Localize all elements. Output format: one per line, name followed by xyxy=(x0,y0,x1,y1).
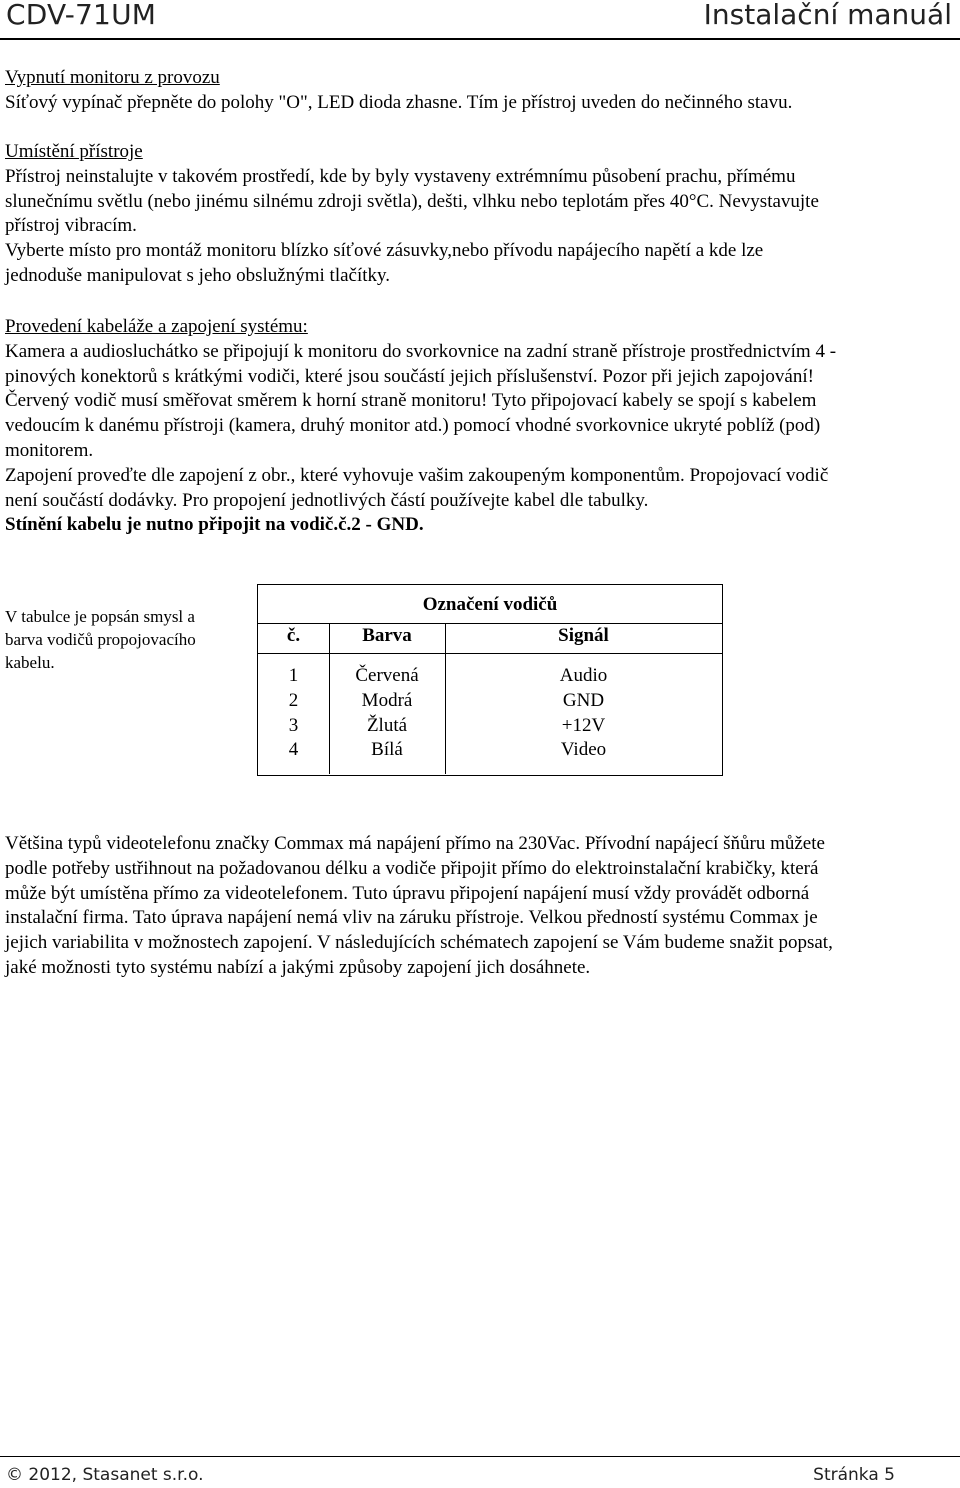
paragraph: Síťový vypínač přepněte do polohy "O", LED dioda zhasne. Tím je přístroj uveden do nečinného stavu. xyxy=(5,91,793,113)
page-header xyxy=(0,0,960,44)
table-cell: GND xyxy=(562,689,605,711)
section-monitor-off xyxy=(5,66,953,116)
paragraph-line: podle potřeby ustřihnout na požadovanou délku a vodiče připojit přímo do elektroinstalační krabičky, která xyxy=(5,857,819,879)
section-heading: Vypnutí monitoru z provozu xyxy=(5,67,220,88)
paragraph-line: jejich variabilita v možnostech zapojení. V následujících schématech zapojení se Vám budeme snažit popsat, xyxy=(5,932,833,954)
paragraph-line: Přístroj neinstalujte v takovém prostředí, kde by byly vystaveny extrémnímu působení prachu, přímému xyxy=(5,165,796,187)
footer-copyright: © 2012, Stasanet s.r.o. xyxy=(6,1465,204,1485)
table-cell: 2 xyxy=(288,689,299,711)
header-divider xyxy=(0,38,960,40)
paragraph-line: může být umístěna přímo za videotelefonem. Tuto úpravu připojení napájení musí vždy provádět odborná xyxy=(5,882,810,904)
paragraph-line: Vyberte místo pro montáž monitoru blízko síťové zásuvky,nebo přívodu napájecího napětí a kde lze xyxy=(5,240,764,262)
paragraph-line: slunečnímu světlu (nebo jinému silnému zdroji světla), dešti, vlhku nebo teplotám přes 40°C. Nevystavujte xyxy=(5,190,819,212)
section-cabling xyxy=(5,315,953,538)
table-cell: Video xyxy=(560,739,607,761)
section-power-info xyxy=(5,832,953,981)
wire-signal-column xyxy=(445,664,722,763)
header-model: CDV-71UM xyxy=(6,0,157,31)
paragraph-line: Většina typů videotelefonu značky Commax má napájení přímo na 230Vac. Přívodní napájecí šňůru můžete xyxy=(5,833,825,854)
paragraph-line: jaké možnosti tyto systému nabízí a jakými způsoby zapojení jich dosáhnete. xyxy=(5,956,591,978)
paragraph-line: jednoduše manipulovat s jeho obslužnými tlačítky. xyxy=(5,264,391,286)
column-header-color: Barva xyxy=(362,625,412,646)
shielding-warning: Stínění kabelu je nutno připojit na vodič.č.2 - GND. xyxy=(5,514,424,536)
table-cell: Červená xyxy=(355,665,419,686)
paragraph-line: Zapojení proveďte dle zapojení z obr., které vyhovuje vašim zakoupeným komponentům. Propojovací vodič xyxy=(5,464,829,486)
wire-table-title: Označení vodičů xyxy=(422,594,558,615)
paragraph-line: přístroj vibracím. xyxy=(5,215,137,237)
table-cell: 4 xyxy=(288,739,299,761)
table-cell: Bílá xyxy=(371,739,403,761)
wire-number-column xyxy=(258,664,329,763)
paragraph-line: vedoucím k danému přístroji (kamera, druhý monitor atd.) pomocí vhodné svorkovnice ukryté poblíž (pod) xyxy=(5,415,821,437)
paragraph-line: Kamera a audiosluchátko se připojují k monitoru do svorkovnice na zadní straně přístroje prostřednictvím 4 - xyxy=(5,340,837,362)
paragraph-line: pinových konektorů s krátkými vodiči, které jsou součástí jejich příslušenství. Pozor při jejich zapojování! xyxy=(5,365,814,387)
paragraph-line: instalační firma. Tato úprava napájení nemá vliv na záruku přístroje. Velkou předností systému Commax je xyxy=(5,907,818,929)
section-heading: Umístění přístroje xyxy=(5,141,143,162)
table-cell: +12V xyxy=(561,714,606,736)
footer-divider xyxy=(0,1456,960,1457)
table-cell: Audio xyxy=(559,665,608,686)
header-manual-title: Instalační manuál xyxy=(703,0,952,31)
table-side-note: V tabulce je popsán smysl a barva vodičů propojovacího kabelu. xyxy=(5,607,196,672)
paragraph-line: není součástí dodávky. Pro propojení jednotlivých částí používejte kabel dle tabulky. xyxy=(5,489,649,511)
table-cell: Modrá xyxy=(361,689,413,711)
wire-color-column xyxy=(329,664,445,763)
section-placement xyxy=(5,140,953,289)
table-divider xyxy=(258,653,722,654)
footer-page-number: Stránka 5 xyxy=(813,1465,895,1485)
page-footer xyxy=(0,1456,960,1488)
wire-table xyxy=(257,584,723,776)
table-cell: 1 xyxy=(288,665,299,686)
column-header-signal: Signál xyxy=(558,625,609,646)
paragraph-line: monitorem. xyxy=(5,439,94,461)
table-cell: 3 xyxy=(288,714,299,736)
section-heading: Provedení kabeláže a zapojení systému: xyxy=(5,316,308,337)
paragraph-line: Červený vodič musí směřovat směrem k horní straně monitoru! Tyto připojovací kabely se spojí s kabelem xyxy=(5,390,817,412)
column-header-number: č. xyxy=(286,625,301,646)
table-cell: Žlutá xyxy=(366,714,408,736)
